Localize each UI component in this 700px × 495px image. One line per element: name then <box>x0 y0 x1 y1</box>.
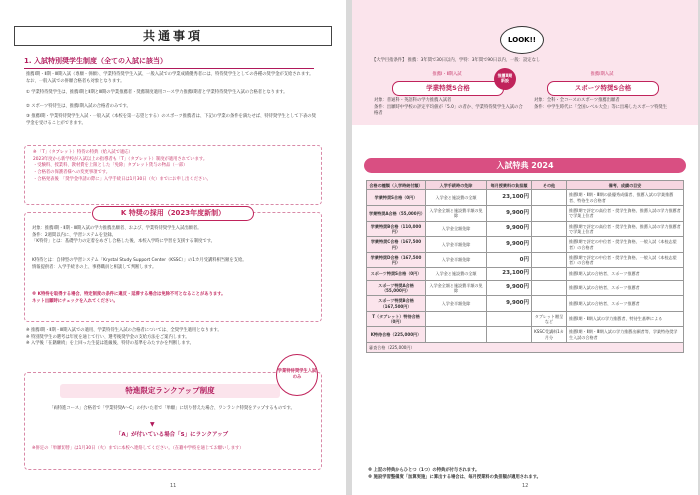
item-1: ① 学業特待奨学生は、推薦Ⅰ期とⅡ期とⅢ期の学業推薦者・奨薦制度適用コース学力推薦Ⅰ期者と学業特待奨学生入試の合格者となります。 <box>26 90 288 95</box>
table-cell: スポーツ特奨A合格（55,000円） <box>367 280 426 296</box>
table-cell: T（タブレット）特待合格（0円） <box>367 311 426 327</box>
table-header-row <box>367 181 684 190</box>
header-cell: 入学手続時の免除 <box>426 181 487 190</box>
table-row <box>367 190 684 206</box>
item-2: ② スポーツ特待生は、推薦Ⅰ期入試の合格者のみです。 <box>26 104 131 109</box>
arrow-down-icon: ▼ <box>150 421 155 428</box>
table-cell: 入学金と施設費の全額 <box>426 190 487 206</box>
table-cell: 推薦Ⅰ期入試の合格者、スポーツ推薦者 <box>567 296 684 312</box>
table-cell: 23,100円 <box>487 190 532 206</box>
tablet-note-text: ※ 「T」（タブレット）特待の特典（給入試で適応） 2023年度から新学校が入試以上の指導者も「T」（タブレット）制度が適用されています。 ・受験料、授業料、教材費を上限とした「免除」タブレット貸与の物品（一部） ・合格者の保護者様への変更事項です。 ・合格発表後 「奨学金申請の際に」入学手続日は1月30日（火）までにお申し出ください。 <box>33 150 211 182</box>
table-cell: 入学金と施設費の全額 <box>426 268 487 280</box>
table-cell <box>532 190 567 206</box>
rank-body: 「両特進コース」合格者で「学業特奨A～C」の付いた者で「単願」に切り替えた場合、ワンランク特奨をアップするものです。 <box>49 406 295 411</box>
item-3: ③ 推薦Ⅰ期・学業特待奨学生入試・一般入試（本校を第一志望とする）のスポーツ推薦者は、下記の学業の条件を満たせば、特待奨学生として下表の奨学金を受けることができます。 <box>26 114 316 126</box>
award2-label: スポーツ特奨S合格 <box>547 81 659 96</box>
table-row <box>367 205 684 221</box>
bottom-notes: ※ 推薦Ⅰ期・Ⅱ期・Ⅲ期入試での適用、学業特待生入試の合格者については、全奨学生適用となります。 ※ 特別奨学生の選考は年度を通じて行い、選考後奨学金の支給方法をご案内します。 ※ 入学後「在籍継続」を上回った生徒は進級後、特待の基準をみたすかを判断します。 <box>26 328 222 347</box>
table-cell: 推薦Ⅰ期で評定の中位者・奨学生資格、一般入試（本校志望者）の合格者 <box>567 252 684 268</box>
table-cell: KSSC受講料1カ月分 <box>532 327 567 343</box>
table-cell: 入学金半額免除 <box>426 237 487 253</box>
requirement-line: 【大学目指条件】 推薦：3年間で30日以内、学特：3年間で90日以内、一般：設定なし <box>372 58 541 63</box>
table-row <box>367 237 684 253</box>
table-cell <box>532 252 567 268</box>
table-cell: 9,900円 <box>487 296 532 312</box>
table-cell <box>532 237 567 253</box>
table-cell <box>426 311 487 327</box>
table-cell: 23,100円 <box>487 268 532 280</box>
intro-text: 推薦Ⅰ期・Ⅱ期・Ⅲ期入試（専願・併願）、学業特待奨学生入試、一般入試での学業成績優秀者には、特待奨学生としての各種の奨学金が支給されます。なお、一般入試での併願合格者も対象となります。 <box>26 72 314 84</box>
table-cell: 9,900円 <box>487 237 532 253</box>
banner-title: 共通事項 <box>14 26 332 46</box>
page-number-right: 12 <box>522 483 529 489</box>
fee-cell: 審査合格（225,000円） <box>367 343 684 353</box>
table-cell: 推薦Ⅰ期入試の合格者、スポーツ推薦者 <box>567 268 684 280</box>
k-heading: K 特奨の採用（2023年度新制） <box>92 206 254 221</box>
rank-bubble: 学業特待奨学生入試のみ <box>276 354 318 396</box>
table-cell: 推薦Ⅰ期で評定の中位者・奨学生資格、一般入試（本校志望者）の合格者 <box>567 237 684 253</box>
table-cell: 入学金全額免除 <box>426 221 487 237</box>
rank-note: ※併定の「単願切替」は1月30日（火）までに本校へ連絡してください。（在籍中学校を通じてお願いします） <box>32 446 244 451</box>
rank-heading: 特進限定ランクアップ制度 <box>125 386 215 395</box>
award1-text: 対象：普通科・英語科の学力推薦入試者 条件：出願時中学校の評定平均値が「5.0」の者か、学業特待奨学生入試の合格者 <box>374 98 523 117</box>
table-cell <box>532 221 567 237</box>
award1-caption: 推薦Ⅰ・Ⅱ期入試 <box>432 72 462 77</box>
table-row <box>367 280 684 296</box>
table-cell: 9,900円 <box>487 280 532 296</box>
table-cell <box>532 268 567 280</box>
section1-heading: 1. 入試特別奨学生制度（全ての入試に該当） <box>24 56 314 69</box>
table-cell <box>487 311 532 327</box>
right-page <box>352 0 698 495</box>
header-cell: 合格の種類（入学時納付額） <box>367 181 426 190</box>
table-cell: 学業特奨S合格（0円） <box>367 190 426 206</box>
table-cell: K特待合格（225,000円） <box>367 327 426 343</box>
table-cell: 0円 <box>487 252 532 268</box>
k-body-1: 対象：推薦Ⅰ期・Ⅱ期・Ⅲ期入試の学力推薦出願者、および、学業特待奨学生入試出願者。 条件：2週間以内に、学習システムを登録。 「K特待」とは：基礎学力の定着をめざし合格した後、本校入学時に学習を支援する制度です。 <box>32 226 215 245</box>
table-cell: 9,900円 <box>487 221 532 237</box>
table-cell <box>532 296 567 312</box>
table-cell <box>426 327 487 343</box>
table-cell: 入学金全額と施設費半額の免除 <box>426 205 487 221</box>
table-cell <box>532 205 567 221</box>
table-row <box>367 296 684 312</box>
tablet-note-box <box>24 145 322 205</box>
table-cell <box>487 327 532 343</box>
award2-caption: 推薦Ⅰ期入試 <box>590 72 614 77</box>
left-page <box>0 0 346 495</box>
table-cell: スポーツ特奨B合格（167,500円） <box>367 296 426 312</box>
fee-row <box>367 343 684 353</box>
scholarship-table <box>366 180 684 353</box>
table-cell: 学業特奨C合格（167,500円） <box>367 237 426 253</box>
table-row <box>367 311 684 327</box>
rank-arrow-text: 「A」が付いている場合「S」にランクアップ <box>115 432 229 438</box>
k-note: ※ K特待を取得する場合、特定制度の条件に違反・延滞する場合は免除不可となることがあります。 ネット出願時にチェックを入れてください。 <box>32 292 226 304</box>
page-number-left: 11 <box>170 483 177 489</box>
table-cell: 入学金半額免除 <box>426 252 487 268</box>
table-title: 入試特典 2024 <box>364 158 686 173</box>
header-cell: その他 <box>532 181 567 190</box>
table-cell: 推薦Ⅰ期・Ⅱ期・Ⅲ期の最優秀成績者、推薦入試の学業推薦者、特待生の合格者 <box>567 190 684 206</box>
table-cell: 推薦Ⅰ期で評定の高位者・奨学生資格、推薦入試の学力推薦者で学業上位者 <box>567 221 684 237</box>
header-cell: 備考、成績の目安 <box>567 181 684 190</box>
table-cell: 9,900円 <box>487 205 532 221</box>
table-row <box>367 327 684 343</box>
table-cell <box>532 280 567 296</box>
look-bubble: LOOK!! <box>500 26 544 54</box>
table-cell: 学業特奨B合格（110,000円） <box>367 221 426 237</box>
table-cell: 推薦Ⅰ期で評定の高位者・奨学生資格、推薦入試の学力推薦者で学業上位者 <box>567 205 684 221</box>
table-cell: タブレット贈呈など <box>532 311 567 327</box>
table-row <box>367 252 684 268</box>
header-cell: 毎月授業料の負担額 <box>487 181 532 190</box>
award1-label: 学業特奨S合格 <box>392 81 504 96</box>
table-cell: 入学金全額と施設費半額の免除 <box>426 280 487 296</box>
new-badge: 推薦Ⅱ期 新設 <box>494 68 516 90</box>
table-cell: 入学金半額免除 <box>426 296 487 312</box>
award2-text: 対象：全科・全コースのスポーツ推薦出願者 条件：中学生時代に「全国レベル大会」等に出場したスポーツ特奨生 <box>534 98 668 110</box>
table-cell: スポーツ特奨S合格（0円） <box>367 268 426 280</box>
table-cell: 学業特奨A合格（55,000円） <box>367 205 426 221</box>
table-row <box>367 268 684 280</box>
footnotes: ※ 上記の特典からひとつ（1つ）の特典が付与されます。 ※ 施設学習整備度「加算実施」に算出する場合は、毎月授業料の負担額が適用されます。 <box>368 468 541 480</box>
table-cell: 推薦Ⅰ期・Ⅱ期入試の学力推薦者、特待生基準による <box>567 311 684 327</box>
table-cell: 学業特奨D合格（167,500円） <box>367 252 426 268</box>
k-body-2: K特待とは：自律型の学習システム「Krystal Study Support Center（KSSC）」の1カ月受講料相当額を支給。 情報提供者：入学手続きの上、事務職員と相談して判断します。 <box>32 258 247 270</box>
table-row <box>367 221 684 237</box>
table-cell: 推薦Ⅰ期・Ⅱ期・Ⅲ期入試の学力推薦出願者等、学業特待奨学生入試の合格者 <box>567 327 684 343</box>
table-cell: 推薦Ⅰ期入試の合格者、スポーツ推薦者 <box>567 280 684 296</box>
